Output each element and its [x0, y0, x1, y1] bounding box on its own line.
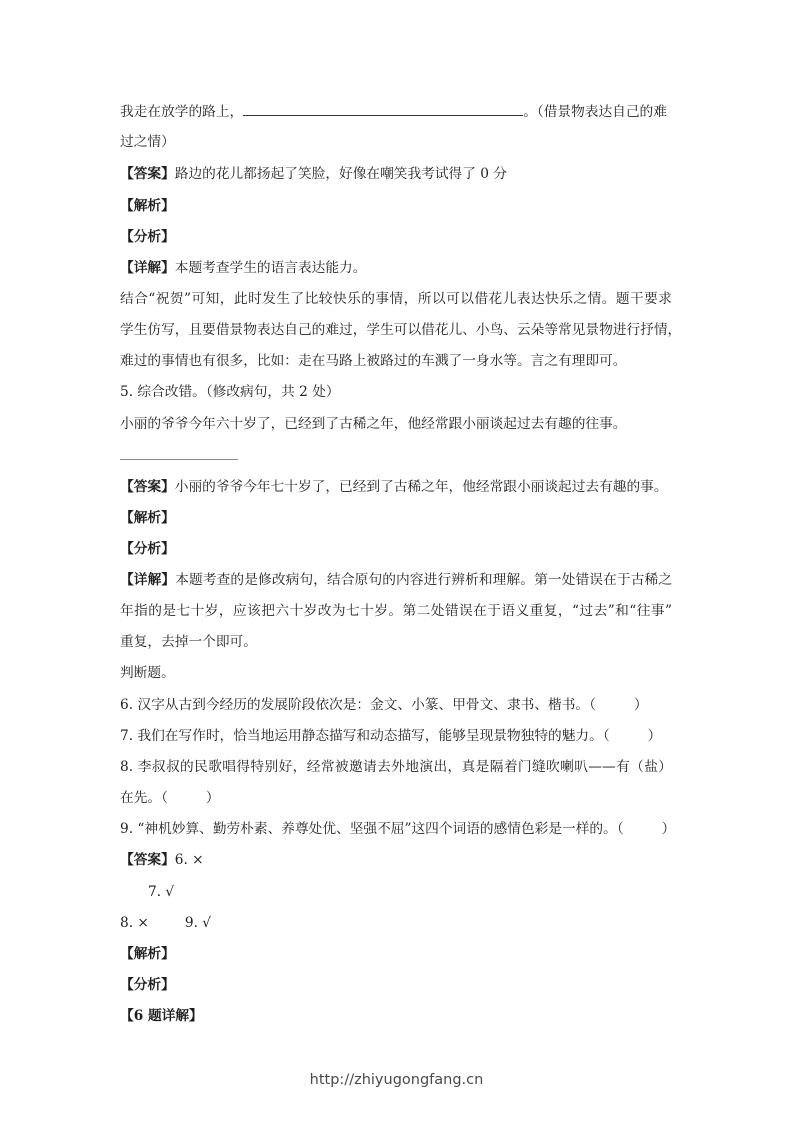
q4-answer-text: 路边的花儿都扬起了笑脸，好像在嘲笑我考试得了 0 分 [174, 166, 507, 182]
q4-answer [120, 165, 507, 183]
paren-open: （ [602, 728, 610, 744]
paren-close: ） [205, 790, 220, 806]
q4-fenxi-tag: 【分析】 [120, 229, 175, 245]
judge-heading: 判断题。 [120, 665, 175, 681]
q4-detail-first-text: 本题考查学生的语言表达能力。 [174, 260, 367, 276]
q5-detail-tag: 【详解】 [120, 572, 176, 588]
q4-detail-line: 结合“祝贺”可知，此时发生了比较快乐的事情，所以可以借花儿表达快乐之情。题干要求 [120, 291, 672, 307]
paren-close: ） [661, 821, 676, 837]
q5-answer-line [120, 459, 238, 460]
paren-close: ） [647, 728, 662, 744]
q4-jiexi-tag: 【解析】 [120, 198, 175, 214]
judge-question-7 [120, 727, 661, 745]
q5-answer-tag: 【答案】 [120, 479, 175, 495]
judge-answer-9: 9. √ [184, 915, 212, 931]
q4-prompt-continuation: 过之情） [120, 134, 175, 150]
paren-open: （ [161, 790, 168, 806]
judge-answer-6: 6. × [174, 852, 204, 868]
q4-fill-blank [243, 103, 523, 116]
q4-detail-line: 难过的事情也有很多，比如：走在马路上被路过的车溅了一身水等。言之有理即可。 [120, 353, 627, 369]
judge-question-8: 8. 李叔叔的民歌唱得特别好，经常被邀请去外地演出，真是隔着门缝吹喇叭——有（盐） [120, 759, 672, 775]
judge-question-text: 在先。 [120, 790, 162, 806]
judge-answer-row [120, 914, 211, 932]
judge-answer [120, 851, 204, 869]
q5-detail-first-text: 本题考查的是修改病句，结合原句的内容进行辨析和理解。第一处错误在于古稀之 [175, 572, 672, 588]
judge-fenxi-tag: 【分析】 [120, 977, 175, 993]
q4-prompt-after: 。（借景物表达自己的难 [523, 104, 667, 120]
q5-fenxi-tag: 【分析】 [120, 541, 175, 557]
q4-detail-line: 学生仿写，且要借景物表达自己的难过，学生可以借花儿、小鸟、云朵等常见景物进行抒情， [120, 322, 682, 338]
q5-title: 5. 综合改错。（修改病句，共 2 处） [120, 384, 340, 400]
paren-open: （ [589, 697, 596, 713]
judge-question-6 [120, 696, 648, 714]
footer-url: http://zhiyugongfang.cn [309, 1072, 484, 1088]
paren-open: （ [616, 821, 624, 837]
judge-jiexi-tag: 【解析】 [120, 946, 175, 962]
judge-sub-detail-tag: 【6 题详解】 [120, 1008, 203, 1024]
paren-close: ） [633, 697, 648, 713]
judge-answer-tag: 【答案】 [120, 852, 175, 868]
q5-jiexi-tag: 【解析】 [120, 510, 175, 526]
q4-detail-first [120, 259, 366, 277]
q5-answer-text: 小丽的爷爷今年七十岁了，已经到了古稀之年，他经常跟小丽谈起过去有趣的事。 [174, 479, 668, 495]
q5-sentence: 小丽的爷爷今年六十岁了，已经到了古稀之年，他经常跟小丽谈起过去有趣的往事。 [120, 416, 627, 432]
q5-detail-first [120, 571, 672, 589]
judge-question-9 [120, 820, 675, 838]
judge-question-text: 7. 我们在写作时，恰当地运用静态描写和动态描写，能够呈现景物独特的魅力。 [120, 728, 603, 744]
judge-question-text: 6. 汉字从古到今经历的发展阶段依次是：金文、小篆、甲骨文、隶书、楷书。 [120, 697, 590, 713]
judge-answer-8: 8. × [120, 915, 149, 931]
q5-detail-line: 重复，去掉一个即可。 [120, 634, 257, 650]
q4-answer-tag: 【答案】 [120, 166, 175, 182]
q4-detail-tag: 【详解】 [120, 260, 175, 276]
judge-question-text: 9. “神机妙算、勤劳朴素、养尊处优、坚强不屈”这四个词语的感情色彩是一样的。 [120, 821, 617, 837]
judge-answer-7: 7. √ [148, 884, 175, 900]
judge-question-8-continuation [120, 789, 220, 807]
q4-prompt-before: 我走在放学的路上， [120, 104, 244, 120]
q4-prompt-line [120, 103, 667, 121]
q5-answer [120, 478, 668, 496]
q5-detail-line: 年指的是七十岁，应该把六十岁改为七十岁。第二处错误在于语义重复，“过去”和“往事” [120, 603, 672, 619]
